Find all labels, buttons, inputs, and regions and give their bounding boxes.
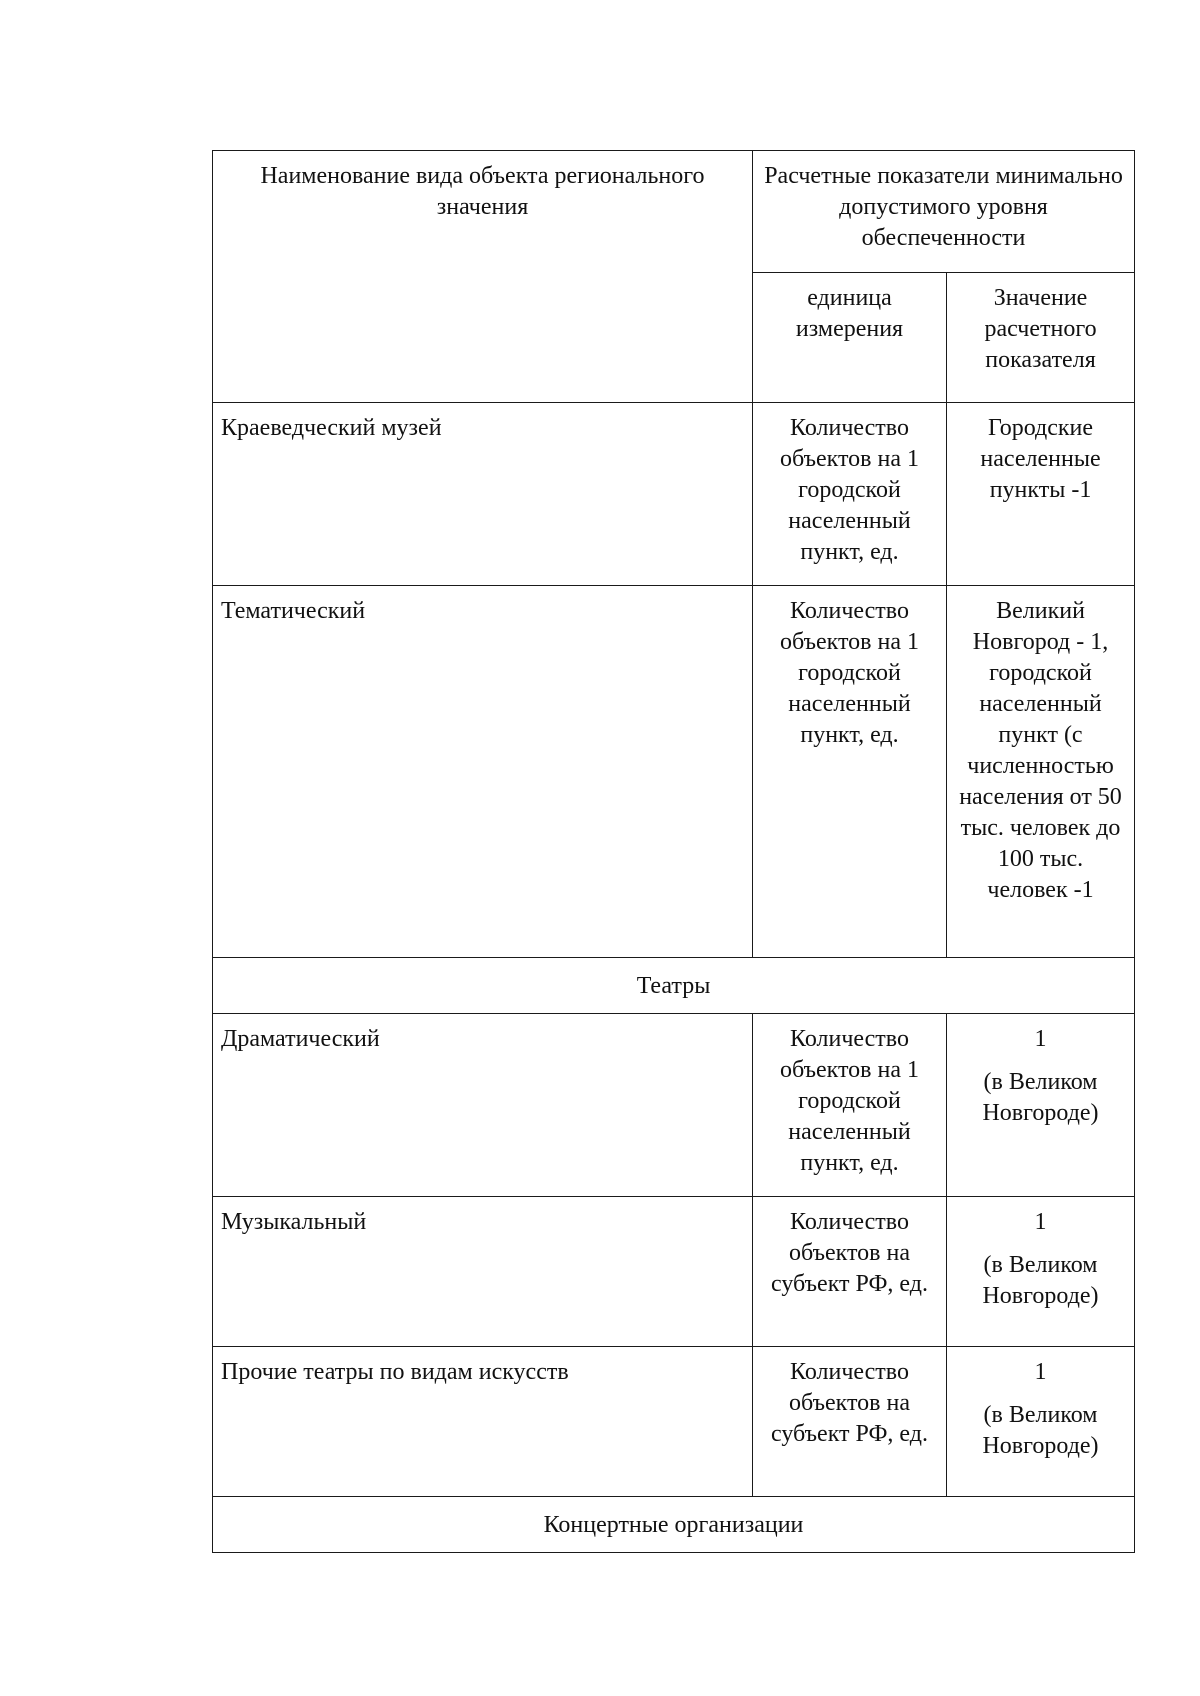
row-unit: Количество объектов на 1 городской населенный пункт, ед. xyxy=(753,403,947,586)
table-row xyxy=(213,1014,1135,1197)
table-row xyxy=(213,1347,1135,1497)
standards-table xyxy=(212,150,1135,1553)
value-number: 1 xyxy=(1034,1026,1047,1052)
header-unit: единица измерения xyxy=(753,273,947,403)
value-note: (в Великом Новгороде) xyxy=(982,1069,1099,1126)
row-unit: Количество объектов на 1 городской населенный пункт, ед. xyxy=(753,1014,947,1197)
section-title: Театры xyxy=(213,958,1135,1014)
table-row xyxy=(213,403,1135,586)
header-value: Значение расчетного показателя xyxy=(947,273,1135,403)
header-row xyxy=(213,151,1135,273)
row-value: Великий Новгород - 1, городской населенный пункт (с численностью населения от 50 тыс. человек до 100 тыс. человек -1 xyxy=(947,586,1135,958)
row-unit: Количество объектов на субъект РФ, ед. xyxy=(753,1197,947,1347)
row-value xyxy=(947,1014,1135,1197)
row-name: Тематический xyxy=(213,586,753,958)
section-row-concerts xyxy=(213,1497,1135,1553)
row-unit: Количество объектов на субъект РФ, ед. xyxy=(753,1347,947,1497)
table-row xyxy=(213,1197,1135,1347)
row-value xyxy=(947,1197,1135,1347)
header-object-name: Наименование вида объекта регионального значения xyxy=(213,151,753,403)
value-note: (в Великом Новгороде) xyxy=(982,1252,1099,1309)
table-row xyxy=(213,586,1135,958)
row-name: Прочие театры по видам искусств xyxy=(213,1347,753,1497)
header-indicators-group: Расчетные показатели минимально допустимого уровня обеспеченности xyxy=(753,151,1135,273)
row-name: Краеведческий музей xyxy=(213,403,753,586)
row-value: Городские населенные пункты -1 xyxy=(947,403,1135,586)
section-title: Концертные организации xyxy=(213,1497,1135,1553)
value-number: 1 xyxy=(1034,1359,1047,1385)
row-name: Драматический xyxy=(213,1014,753,1197)
value-number: 1 xyxy=(1034,1209,1047,1235)
value-note: (в Великом Новгороде) xyxy=(982,1402,1099,1459)
row-name: Музыкальный xyxy=(213,1197,753,1347)
row-unit: Количество объектов на 1 городской населенный пункт, ед. xyxy=(753,586,947,958)
row-value xyxy=(947,1347,1135,1497)
section-row-theatres xyxy=(213,958,1135,1014)
